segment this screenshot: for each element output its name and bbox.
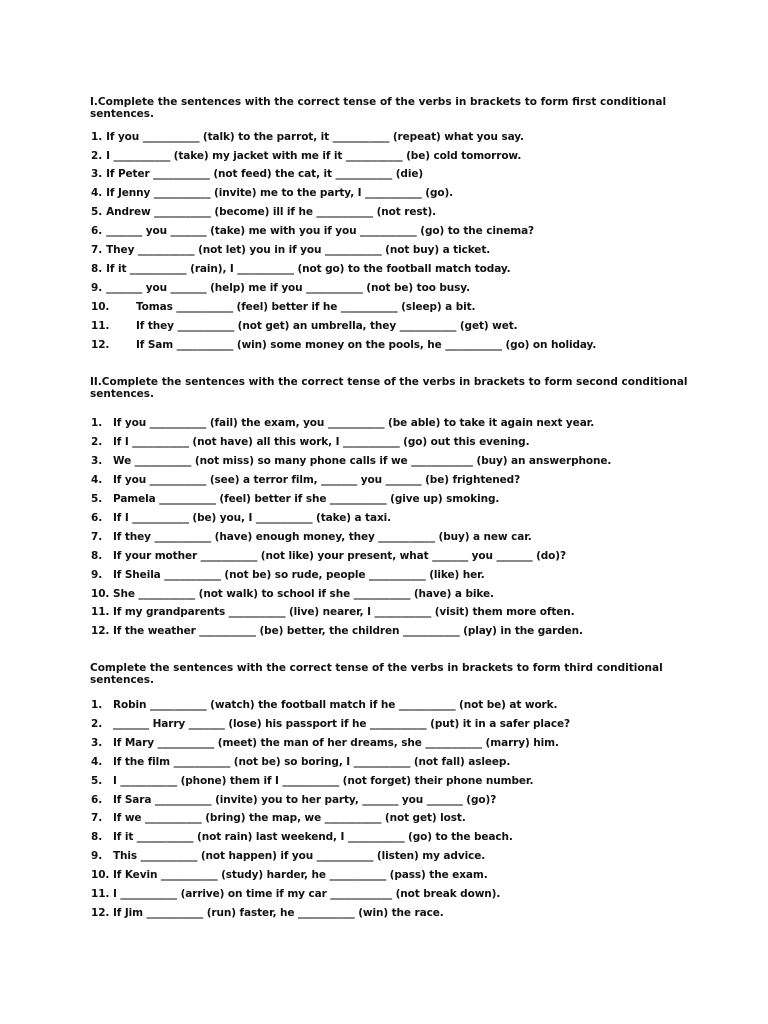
item-number: 9. <box>91 282 103 294</box>
list-item <box>91 831 711 844</box>
item-number: 8. <box>91 831 103 843</box>
list-item <box>91 187 711 200</box>
item-text: If you ___________ (fail) the exam, you ___________ (be able) to take it again next year. <box>113 417 595 429</box>
list-item <box>91 569 711 582</box>
item-number: 3. <box>91 737 103 749</box>
item-number: 1. <box>91 417 103 429</box>
item-number: 5. <box>91 493 103 505</box>
item-text: If I ___________ (be) you, I ___________ (take) a taxi. <box>113 512 392 524</box>
item-number: 1. <box>91 131 103 143</box>
list-item <box>91 512 711 525</box>
list-item <box>91 131 711 144</box>
item-text: They ___________ (not let) you in if you ___________ (not buy) a ticket. <box>106 244 491 256</box>
item-text: I ___________ (take) my jacket with me if it ___________ (be) cold tomorrow. <box>106 150 522 162</box>
list-item <box>91 756 711 769</box>
list-item <box>91 320 711 333</box>
list-item <box>91 417 711 430</box>
list-item <box>91 493 711 506</box>
list-item <box>91 550 711 563</box>
list-item <box>91 474 711 487</box>
list-item <box>91 206 711 219</box>
item-text: If Peter ___________ (not feed) the cat, it ___________ (die) <box>106 168 424 180</box>
list-item <box>91 244 711 257</box>
item-text: If Mary ___________ (meet) the man of her dreams, she ___________ (marry) him. <box>113 737 559 749</box>
item-text: _______ you _______ (help) me if you ___________ (not be) too busy. <box>106 282 470 294</box>
section1-heading: I.Complete the sentences with the correct tense of the verbs in brackets to form first conditional sentences. <box>90 96 667 120</box>
list-item <box>91 625 711 638</box>
item-text: She ___________ (not walk) to school if she ___________ (have) a bike. <box>113 588 494 600</box>
list-item <box>91 436 711 449</box>
item-number: 11. <box>91 888 110 900</box>
item-number: 10. <box>91 588 110 600</box>
list-item <box>91 455 711 468</box>
item-number: 2. <box>91 436 103 448</box>
item-text: I ___________ (arrive) on time if my car ____________ (not break down). <box>113 888 501 900</box>
item-text: If Jim ___________ (run) faster, he ___________ (win) the race. <box>113 907 444 919</box>
list-item <box>91 606 711 619</box>
list-item <box>91 869 711 882</box>
list-item <box>91 339 711 352</box>
item-number: 8. <box>91 550 103 562</box>
item-text: If you ___________ (see) a terror film, _______ you _______ (be) frightened? <box>113 474 521 486</box>
item-number: 9. <box>91 569 103 581</box>
item-number: 6. <box>91 225 103 237</box>
list-item <box>91 150 711 163</box>
item-number: 4. <box>91 474 103 486</box>
list-item <box>91 775 711 788</box>
item-number: 10. <box>91 301 110 313</box>
item-number: 4. <box>91 756 103 768</box>
item-text: If the film ___________ (not be) so boring, I ___________ (not fall) asleep. <box>113 756 511 768</box>
list-item <box>91 263 711 276</box>
list-item <box>91 225 711 238</box>
list-item <box>91 888 711 901</box>
list-item <box>91 812 711 825</box>
item-text: _______ Harry _______ (lose) his passport if he ___________ (put) it in a safer place? <box>113 718 571 730</box>
item-number: 6. <box>91 512 103 524</box>
list-item <box>91 737 711 750</box>
section3-heading: Complete the sentences with the correct tense of the verbs in brackets to form third conditional sentences. <box>90 662 663 686</box>
item-text: If they ___________ (have) enough money, they ___________ (buy) a new car. <box>113 531 532 543</box>
item-text: If Jenny ___________ (invite) me to the party, I ___________ (go). <box>106 187 454 199</box>
list-item <box>91 718 711 731</box>
item-text: If it ___________ (rain), I ___________ (not go) to the football match today. <box>106 263 511 275</box>
item-number: 12. <box>91 907 110 919</box>
item-number: 1. <box>91 699 103 711</box>
item-number: 12. <box>91 625 110 637</box>
list-item <box>91 168 711 181</box>
item-number: 5. <box>91 775 103 787</box>
item-text: If Sara ___________ (invite) you to her party, _______ you _______ (go)? <box>113 794 497 806</box>
item-number: 3. <box>91 168 103 180</box>
item-text: If Sam ___________ (win) some money on the pools, he ___________ (go) on holiday. <box>136 339 597 351</box>
item-text: If my grandparents ___________ (live) nearer, I ___________ (visit) them more often. <box>113 606 575 618</box>
section2-heading: II.Complete the sentences with the correct tense of the verbs in brackets to form second conditional sentences. <box>90 376 688 400</box>
item-number: 2. <box>91 150 103 162</box>
item-number: 5. <box>91 206 103 218</box>
item-text: I ___________ (phone) them if I ___________ (not forget) their phone number. <box>113 775 534 787</box>
list-item <box>91 531 711 544</box>
item-text: We ___________ (not miss) so many phone calls if we ____________ (buy) an answerphone. <box>113 455 612 467</box>
item-number: 8. <box>91 263 103 275</box>
item-number: 10. <box>91 869 110 881</box>
item-text: If we ___________ (bring) the map, we ___________ (not get) lost. <box>113 812 466 824</box>
item-number: 2. <box>91 718 103 730</box>
item-text: Andrew ___________ (become) ill if he ___________ (not rest). <box>106 206 437 218</box>
item-text: This ___________ (not happen) if you ___________ (listen) my advice. <box>113 850 486 862</box>
item-text: If Sheila ___________ (not be) so rude, people ___________ (like) her. <box>113 569 485 581</box>
item-number: 7. <box>91 244 103 256</box>
item-text: _______ you _______ (take) me with you if you ___________ (go) to the cinema? <box>106 225 535 237</box>
item-text: If your mother ___________ (not like) your present, what _______ you _______ (do)? <box>113 550 566 562</box>
list-item <box>91 850 711 863</box>
item-text: If they ___________ (not get) an umbrella, they ___________ (get) wet. <box>136 320 518 332</box>
item-text: Robin ___________ (watch) the football match if he ___________ (not be) at work. <box>113 699 558 711</box>
item-text: If I ___________ (not have) all this work, I ___________ (go) out this evening. <box>113 436 530 448</box>
item-number: 7. <box>91 812 103 824</box>
item-text: Tomas ___________ (feel) better if he ___________ (sleep) a bit. <box>136 301 476 313</box>
item-number: 7. <box>91 531 103 543</box>
item-number: 6. <box>91 794 103 806</box>
list-item <box>91 588 711 601</box>
item-number: 11. <box>91 606 110 618</box>
item-text: Pamela ___________ (feel) better if she ___________ (give up) smoking. <box>113 493 500 505</box>
item-number: 12. <box>91 339 110 351</box>
item-number: 11. <box>91 320 110 332</box>
item-text: If you ___________ (talk) to the parrot, it ___________ (repeat) what you say. <box>106 131 524 143</box>
item-number: 3. <box>91 455 103 467</box>
item-text: If Kevin ___________ (study) harder, he ___________ (pass) the exam. <box>113 869 488 881</box>
list-item <box>91 794 711 807</box>
list-item <box>91 907 711 920</box>
list-item <box>91 699 711 712</box>
item-text: If the weather ___________ (be) better, the children ___________ (play) in the garden. <box>113 625 583 637</box>
item-text: If it ___________ (not rain) last weekend, I ___________ (go) to the beach. <box>113 831 513 843</box>
list-item <box>91 301 711 314</box>
item-number: 9. <box>91 850 103 862</box>
item-number: 4. <box>91 187 103 199</box>
list-item <box>91 282 711 295</box>
